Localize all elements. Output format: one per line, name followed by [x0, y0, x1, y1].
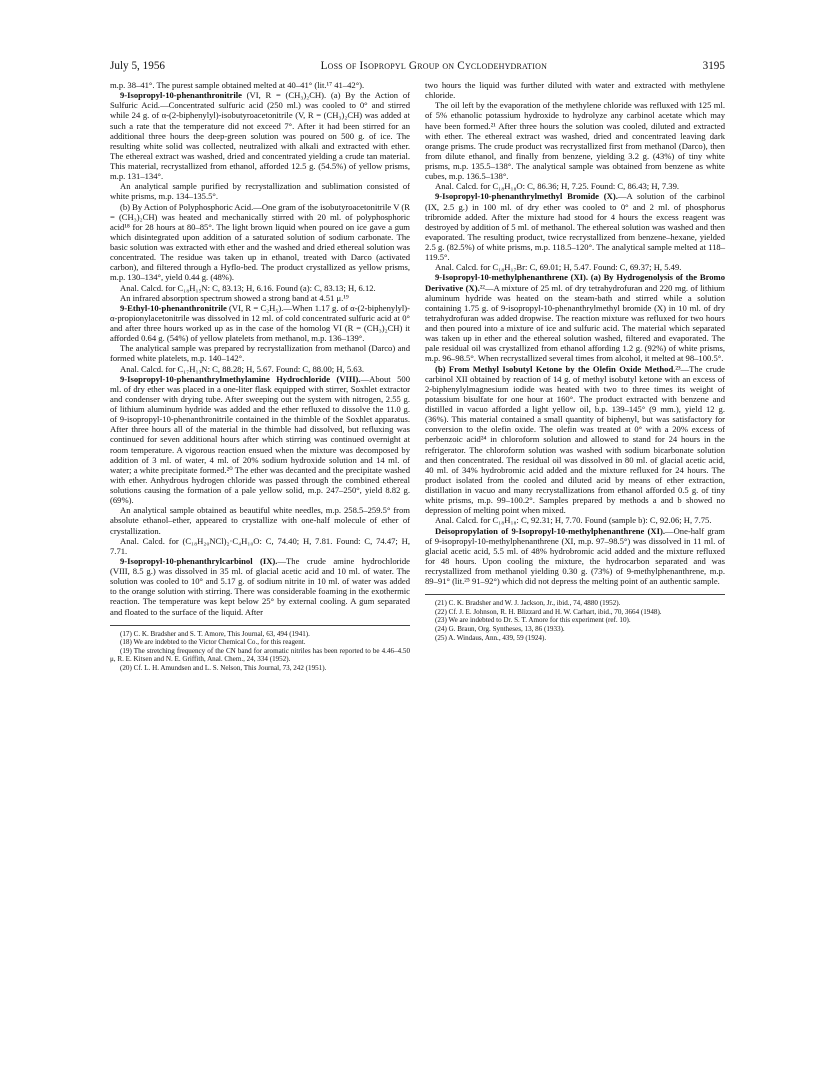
paragraph-text: Anal. Calcd. for (C₁₈H₂₀NCl)₂·C₄H₁₀O: C, 74.40; H, 7.81. Found: C, 74.47; H, 7.71. — [110, 535, 410, 556]
paragraph — [425, 80, 725, 100]
footnote: (20) Cf. L. H. Amundsen and L. S. Nelson, This Journal, 73, 242 (1951). — [120, 664, 327, 672]
paragraph-text: (VI, R = C₂H₅).—When 1.17 g. of α-(2-biphenylyl)-α-propionylacetonitrile was dissolved in 12 ml. of cold concentrated sulfuric acid at 0° and after three hours worked up as in the case of the homolog VI (R = (CH₃)₂CH) it afforded 0.64 g. (54%) of yellow platelets from methanol, m.p. 136–139°. — [110, 302, 410, 344]
compound-heading: 9-Isopropyl-10-phenanthrylmethyl Bromide (X). — [435, 191, 618, 202]
footnote: (24) G. Braun, Org. Syntheses, 13, 86 (1933). — [435, 625, 565, 634]
paragraph — [110, 283, 410, 293]
paragraph — [425, 262, 725, 272]
compound-heading: 9-Isopropyl-10-phenanthrylmethylamine Hydrochloride (VIII). — [120, 373, 361, 384]
footnote: (18) We are indebted to the Victor Chemical Co., for this reagent. — [120, 638, 306, 647]
footnote: (23) We are indebted to Dr. S. T. Amore for this experiment (ref. 10). — [435, 616, 631, 625]
paragraph — [425, 191, 725, 262]
header-date: July 5, 1956 — [110, 60, 166, 72]
footnote: (21) C. K. Bradsher and W. J. Jackson, Jr., ibid., 74, 4880 (1952). — [435, 599, 621, 608]
paragraph-text: The analytical sample was prepared by recrystallization from methanol (Darco) and formed white platelets, m.p. 140–142°. — [110, 343, 410, 364]
paragraph — [110, 374, 410, 506]
paragraph — [110, 536, 410, 556]
paragraph-text: (VI, R = (CH₃)₂CH). (a) By the Action of Sulfuric Acid.—Concentrated sulfuric acid (250 ml.) was cooled to 0° and stirred while 24 g. of α-(2-biphenylyl)-isobutyroacetonitrile (V, R = (CH₃)₂CH) was added at such a rate that the temperature did not exceed 7°. After it had been stirred for an additional three hours the deep-green solution was poured on 500 g. of ice. The resulting white solid was collected, neutralized with alkali and extracted with ether. The ethereal extract was washed, dried and concentrated yielding a crude tan material. This material, recrystallized from ethanol, afforded 12.5 g. (54.5%) of yellow prisms, m.p. 131–134°. — [110, 90, 410, 182]
compound-heading: 9-Isopropyl-10-methylphenanthrene (XI). (a) By Hydrogenolysis of the Bromo Derivative (X). — [425, 272, 725, 293]
paragraph — [110, 343, 410, 363]
paragraph — [425, 526, 725, 587]
paragraph — [110, 90, 410, 181]
paragraph-text: Anal. Calcd. for C₁₈H₁₈O: C, 86.36; H, 7.25. Found: C, 86.43; H, 7.39. — [435, 181, 680, 192]
paragraph — [110, 293, 410, 303]
right-column — [425, 80, 725, 642]
paragraph — [110, 303, 410, 344]
paragraph — [110, 181, 410, 201]
paragraph — [425, 364, 725, 516]
paragraph-text: Anal. Calcd. for C₁₈H₁₇Br: C, 69.01; H, 5.47. Found: C, 69.37; H, 5.49. — [435, 262, 682, 273]
footnote: (19) The stretching frequency of the CN band for aromatic nitriles has been reported to be 4.46–4.50 μ, R. E. Kitsen and N. E. Griffith, Anal. Chem., 24, 334 (1952). — [110, 646, 410, 664]
paragraph — [110, 202, 410, 283]
compound-heading: (b) From Methyl Isobutyl Ketone by the Olefin Oxide Method. — [435, 363, 676, 374]
paragraph-text: An infrared absorption spectrum showed a strong band at 4.51 μ.¹⁹ — [120, 292, 349, 303]
compound-heading: 9-Ethyl-10-phenanthronitrile — [120, 302, 227, 313]
footnote: (17) C. K. Bradsher and S. T. Amore, This Journal, 63, 494 (1941). — [120, 629, 310, 638]
paragraph-text: two hours the liquid was further diluted with water and extracted with methylene chloride. — [425, 80, 725, 101]
paragraph-text: —One-half gram of 9-isopropyl-10-methylphenanthrene (XI, m.p. 97–98.5°) was dissolved in 11 ml. of glacial acetic acid, 5.5 ml. of 48% hydrobromic acid added and the mixture refluxed for 48 hours. Upon cooling the mixture, the hydrocarbon separated and was recrystallized from methanol yielding 0.30 g. (73%) of 9-methylphenanthrene, m.p. 89–91° (lit.²⁵ 91–92°) which did not depress the melting point of an authentic sample. — [425, 525, 725, 587]
footnote-divider — [425, 594, 725, 595]
paragraph-text: Anal. Calcd. for C₁₈H₁₈: C, 92.31; H, 7.70. Found (sample b): C, 92.06; H, 7.75. — [435, 515, 712, 526]
paragraph — [110, 80, 410, 90]
paragraph — [425, 100, 725, 181]
header-page-number: 3195 — [702, 60, 725, 72]
paragraph — [110, 505, 410, 535]
paragraph — [425, 181, 725, 191]
paragraph-text: (b) By Action of Polyphosphoric Acid.—One gram of the isobutyroacetonitrile V (R = (CH₃)₂CH) was heated and mechanically stirred with 20 ml. of polyphosphoric acid¹⁸ for 28 hours at 80–85°. The light brown liquid when poured on ice gave a gum which disintegrated upon addition of a saturated solution of sodium carbonate. The basic solution was extracted with ether and the washed and dried ethereal solution was concentrated. The residue was taken up in ethanol, treated with Darco (activated carbon), and filtered through a Hyflo-bed. The product crystallized as yellow prisms, m.p. 130–134°, yield 0.44 g. (48%). — [110, 201, 410, 283]
paragraph-text: Anal. Calcd. for C₁₈H₁₅N: C, 83.13; H, 6.16. Found (a): C, 83.13; H, 6.12. — [120, 282, 376, 293]
paragraph — [110, 364, 410, 374]
footnote-divider — [110, 625, 410, 626]
paragraph-text: —The crude amine hydrochloride (VIII, 8.5 g.) was dissolved in 35 ml. of glacial acetic acid and 10 ml. of water. The solution was cooled to 10° and 5.17 g. of sodium nitrite in 10 ml. of water was added to the orange solution with stirring. There was considerable foaming in the exothermic reaction. The temperature was kept below 25° by external cooling. A gum separated and floated to the surface of the liquid. After — [110, 555, 410, 617]
paragraph-text: —About 500 ml. of dry ether was placed in a one-liter flask equipped with stirrer, Soxhlet extractor and condenser with drying tube. After sweeping out the system with nitrogen, 2.55 g. of lithium aluminum hydride was added and the ether refluxed to dissolve the 11.0 g. of 9-isopropyl-10-phenanthronitrile contained in the thimble of the Soxhlet apparatus. After three hours all of the material in the thimble had dissolved, but refluxing was continued for seven additional hours after which stirring was continued overnight at room temperature. A vigorous reaction ensued when the mixture was decomposed by addition of 3 ml. of water, 4 ml. of 20% sodium hydroxide solution and 14 ml. of water; a white precipitate formed.²⁰ The ether was decanted and the precipitate washed with ether. Anhydrous hydrogen chloride was passed through the combined ethereal solutions causing the formation of a pale yellow solid, m.p. 247–250°, yield 8.82 g. (69%). — [110, 373, 410, 506]
paragraph — [425, 515, 725, 525]
compound-heading: 9-Isopropyl-10-phenanthronitrile — [120, 90, 242, 101]
paragraph-text: —A solution of the carbinol (IX, 2.5 g.) in 100 ml. of dry ether was cooled to 0° and 2 ml. of phosphorus tribromide added. After the mixture had stood for 4 hours the excess reagent was destroyed by addition of 5 ml. of methanol. The ethereal solution was washed and then evaporated. The resulting product, twice recrystallized from benzene–hexane, yielded 2.5 g. (82.5%) of white prisms, m.p. 118.5–120°. The analytical sample melted at 118–119.5°. — [425, 191, 725, 263]
paragraph-text: The oil left by the evaporation of the methylene chloride was refluxed with 125 ml. of 5% ethanolic potassium hydroxide to hydrolyze any carbinol acetate which may have been formed.²¹ After three hours the solution was cooled, diluted and extracted with ether. The ethereal extract was washed, dried and concentrated leaving dark orange prisms. The crude product was recrystallized first from methanol (Darco), then from dilute ethanol, and finally from benzene, yielding 3.2 g. (43%) of tiny white prisms, m.p. 135.5–138°. The analytical sample was obtained from benzene as white cubes, m.p. 136.5–138°. — [425, 100, 725, 182]
paragraph — [110, 556, 410, 617]
left-column — [110, 80, 410, 673]
header-title: Loss of Isopropyl Group on Cyclodehydration — [320, 60, 548, 72]
compound-heading: Deisopropylation of 9-Isopropyl-10-methylphenanthrene (XI). — [435, 525, 665, 536]
running-header — [110, 60, 725, 72]
footnote: (25) A. Windaus, Ann., 439, 59 (1924). — [435, 633, 547, 642]
paragraph-text: An analytical sample purified by recrystallization and sublimation consisted of white prisms, m.p. 134–135.5°. — [110, 181, 410, 202]
paragraph-text: An analytical sample obtained as beautiful white needles, m.p. 258.5–259.5° from absolute ethanol–ether, appeared to crystallize with one-half molecule of ether of crystallization. — [110, 505, 410, 536]
paragraph-text: Anal. Calcd. for C₁₇H₁₃N: C, 88.28; H, 5.67. Found: C, 88.00; H, 5.63. — [120, 363, 365, 374]
paragraph-text: ²³—The crude carbinol XII obtained by reaction of 14 g. of methyl isobutyl ketone with an excess of 2-biphenylylmagnesium iodide was heated with two to three times its weight of potassium bisulfate for one hour at 160°. The product extracted with benzene and distilled in vacuo afforded a light yellow oil, b.p. 139–145° (9 mm.), yield 12 g. (36%). This material contained a small quantity of biphenyl, but was satisfactory for conversion to the olefin oxide. The olefin was treated at 0° with a 20% excess of perbenzoic acid²⁴ in chloroform solution and allowed to stand for 24 hours in the refrigerator. The chloroform solution was washed with sodium bicarbonate solution and then concentrated. The residual oil was dissolved in 80 ml. of glacial acetic acid, 40 ml. of 34% hydrobromic acid added and the mixture refluxed for 24 hours. The product isolated from the cooled and diluted acid by means of ether extraction, distillation in vacuo and many recrystallizations from ethanol afforded 0.5 g. of tiny white prisms, m.p. 99–100.2°. Samples prepared by methods a and b showed no depression of melting point when mixed. — [425, 363, 725, 516]
compound-heading: 9-Isopropyl-10-phenanthrylcarbinol (IX). — [120, 555, 278, 566]
paragraph-text: m.p. 38–41°. The purest sample obtained melted at 40–41° (lit.¹⁷ 41–42°). — [110, 80, 365, 90]
paragraph — [425, 272, 725, 363]
footnote: (22) Cf. J. E. Johnson, R. H. Blizzard and H. W. Carhart, ibid., 70, 3664 (1948). — [435, 607, 662, 616]
paragraph-text: ²²—A mixture of 25 ml. of dry tetrahydrofuran and 220 mg. of lithium aluminum hydride was heated on the steam-bath and stirred while a solution containing 1.75 g. of 9-isopropyl-10-phenanthrylmethyl bromide (X) in 10 ml. of dry tetrahydrofuran was added dropwise. The reaction mixture was refluxed for two hours and then poured into a mixture of ice and sulfuric acid. The material which separated was taken up in ether and the ethereal solution washed, filtered and evaporated. The pale residual oil was crystallized from ethanol affording 1.2 g. (92%) of white prisms, m.p. 96–98.5°. When recrystallized several times from alcohol, it melted at 98–100.5°. — [425, 282, 725, 364]
